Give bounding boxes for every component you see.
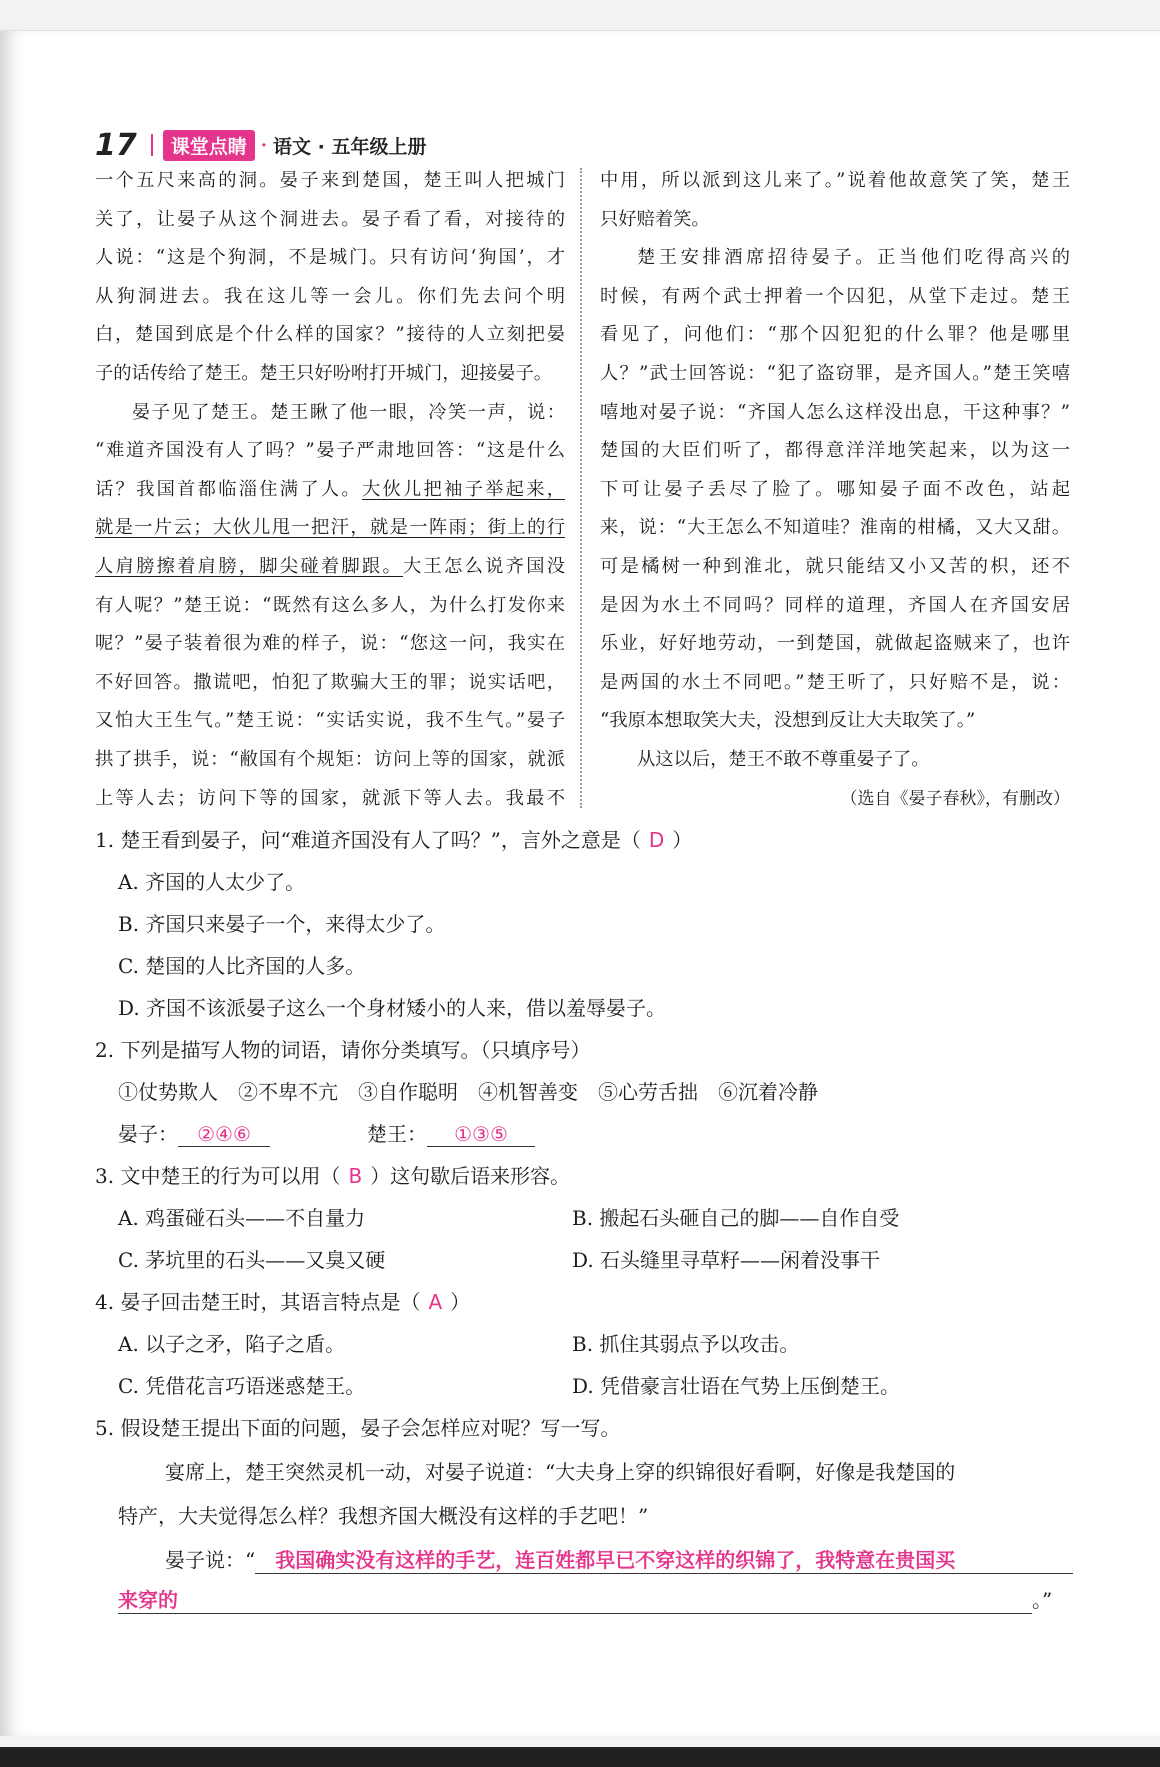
text-line: 看见了，问他们：“那个囚犯犯的什么罪？他是哪里 xyxy=(600,324,1070,346)
question-3-stem xyxy=(95,1160,570,1189)
q1-stem-pre: 1. 楚王看到晏子，问“难道齐国没有人了吗？”，言外之意是（ xyxy=(95,828,641,852)
q3-option-a: A. 鸡蛋碰石头——不自量力 xyxy=(118,1206,366,1230)
text-span: 话？我国首都临淄住满了人。 xyxy=(95,478,362,500)
text-line: 可是橘树一种到淮北，就只能结又小又苦的枳，还不 xyxy=(600,555,1070,577)
section-badge: 课堂点睛 xyxy=(163,130,255,161)
text-line: 从这以后，楚王不敢不尊重晏子了。 xyxy=(637,748,930,770)
q2-chuwang-row xyxy=(367,1118,535,1147)
q5-answer-line-2 xyxy=(118,1584,1052,1614)
text-line: 人？”武士回答说：“犯了盗窃罪，是齐国人。”楚王笑嘻 xyxy=(600,362,1070,384)
q3-option-b: B. 搬起石头砸自己的脚——自作自受 xyxy=(572,1206,900,1230)
header-separator xyxy=(151,134,153,156)
q1-stem-post: ） xyxy=(672,828,693,852)
text-line: 时候，有两个武士押着一个囚犯，从堂下走过。楚王 xyxy=(600,285,1070,307)
text-line: 上等人去；访问下等的国家，就派下等人去。我最不 xyxy=(95,787,565,809)
text-line: 楚王安排酒席招待晏子。正当他们吃得高兴的 xyxy=(637,247,1070,269)
text-line: 一个五尺来高的洞。晏子来到楚国，楚王叫人把城门 xyxy=(95,170,565,191)
text-line: 有人呢？”楚王说：“既然有这么多人，为什么打发你来 xyxy=(95,594,565,616)
text-line: 只好赔着笑。 xyxy=(600,208,710,230)
text-line: 呢？”晏子装着很为难的样子，说：“您这一问，我实在 xyxy=(95,633,565,655)
question-2-stem: 2. 下列是描写人物的词语，请你分类填写。（只填序号） xyxy=(95,1038,591,1062)
passage-right-column xyxy=(600,162,1070,818)
passage-left-column xyxy=(95,162,565,818)
text-line: “难道齐国没有人了吗？”晏子严肃地回答：“这是什么 xyxy=(95,440,565,462)
q3-answer[interactable]: B xyxy=(348,1164,363,1188)
text-line xyxy=(95,471,565,510)
q2-word-list: ①仗势欺人 ②不卑不亢 ③自作聪明 ④机智善变 ⑤心劳舌拙 ⑥沉着冷静 xyxy=(118,1080,818,1104)
page-header xyxy=(95,128,427,162)
q5-answer-prefix: 晏子说：“ xyxy=(165,1548,256,1572)
q3-option-d: D. 石头缝里寻草籽——闲着没事干 xyxy=(572,1248,881,1272)
q4-option-a: A. 以子之矛，陷子之盾。 xyxy=(118,1332,346,1356)
question-5-stem: 5. 假设楚王提出下面的问题，晏子会怎样应对呢？写一写。 xyxy=(95,1416,621,1440)
column-divider xyxy=(580,168,582,808)
q1-option-b: B. 齐国只来晏子一个，来得太少了。 xyxy=(118,912,446,936)
q1-option-d: D. 齐国不该派晏子这么一个身材矮小的人来，借以羞辱晏子。 xyxy=(118,996,667,1020)
question-4-stem xyxy=(95,1286,470,1315)
text-line: 子的话传给了楚王。楚王只好吩咐打开城门，迎接晏子。 xyxy=(95,362,553,384)
q2-yanzi-answer[interactable]: ②④⑥ xyxy=(178,1122,270,1147)
header-dot: · xyxy=(260,134,268,156)
q2-yanzi-label: 晏子： xyxy=(118,1122,178,1146)
q2-yanzi-row xyxy=(118,1118,270,1147)
source-citation: （选自《晏子春秋》，有删改） xyxy=(840,788,1070,809)
q1-answer[interactable]: D xyxy=(648,828,665,852)
q3-stem-post: ）这句歇后语来形容。 xyxy=(370,1164,571,1188)
subject-title: 语文 · 五年级上册 xyxy=(273,135,427,158)
q5-scenario-line-2: 特产，大夫觉得怎么样？我想齐国大概没有这样的手艺吧！” xyxy=(118,1504,649,1528)
text-line: 关了，让晏子从这个洞进去。晏子看了看，对接待的 xyxy=(95,208,565,230)
q5-answer-line-1 xyxy=(165,1544,1073,1574)
text-span: 大王怎么说齐国没 xyxy=(403,555,566,577)
q5-scenario-line-1: 宴席上，楚王突然灵机一动，对晏子说道：“大夫身上穿的织锦很好看啊，好像是我楚国的 xyxy=(165,1460,956,1484)
underlined-phrase: 人肩膀擦着肩膀，脚尖碰着脚跟。 xyxy=(95,555,403,577)
q4-answer[interactable]: A xyxy=(428,1290,443,1314)
text-line xyxy=(95,548,565,587)
q4-stem-post: ） xyxy=(450,1290,471,1314)
page-number: 17 xyxy=(95,127,137,163)
question-1-stem xyxy=(95,824,692,853)
q1-option-a: A. 齐国的人太少了。 xyxy=(118,870,306,894)
bottom-bar xyxy=(0,1747,1160,1767)
text-line: 中用，所以派到这儿来了。”说着他故意笑了笑，楚王 xyxy=(600,170,1070,191)
q2-chuwang-label: 楚王： xyxy=(367,1122,427,1146)
q4-stem-pre: 4. 晏子回击楚王时，其语言特点是（ xyxy=(95,1290,421,1314)
text-line: 拱了拱手，说：“敝国有个规矩：访问上等的国家，就派 xyxy=(95,748,565,770)
text-line xyxy=(95,509,565,548)
text-line: 人说：“这是个狗洞，不是城门。只有访问‘狗国’，才 xyxy=(95,247,565,269)
text-line: 来，说：“大王怎么不知道哇？淮南的柑橘，又大又甜。 xyxy=(600,517,1070,539)
q5-answer-suffix: 。” xyxy=(1032,1588,1053,1612)
underlined-phrase: 大伙儿把袖子举起来， xyxy=(361,478,566,500)
text-line: 从狗洞进去。我在这儿等一会儿。你们先去问个明 xyxy=(95,285,565,307)
text-line: 晏子见了楚王。楚王瞅了他一眼，冷笑一声，说： xyxy=(132,401,565,423)
text-line: 白，楚国到底是个什么样的国家？”接待的人立刻把晏 xyxy=(95,324,565,346)
q3-stem-pre: 3. 文中楚王的行为可以用（ xyxy=(95,1164,341,1188)
text-line: 是两国的水土不同吧。”楚王听了，只好赔不是，说： xyxy=(600,671,1070,693)
text-line: 是因为水土不同吗？同样的道理，齐国人在齐国安居 xyxy=(600,594,1070,616)
underlined-phrase: 就是一片云；大伙儿甩一把汗，就是一阵雨；街上的行 xyxy=(95,517,565,539)
text-line: 楚国的大臣们听了，都得意洋洋地笑起来，以为这一 xyxy=(600,440,1070,462)
q5-answer-text-2[interactable]: 来穿的 xyxy=(118,1584,1032,1614)
q3-option-c: C. 茅坑里的石头——又臭又硬 xyxy=(118,1248,386,1272)
text-line: 下可让晏子丢尽了脸了。哪知晏子面不改色，站起 xyxy=(600,478,1070,500)
text-line: 不好回答。撒谎吧，怕犯了欺骗大王的罪；说实话吧， xyxy=(95,671,565,693)
q2-chuwang-answer[interactable]: ①③⑤ xyxy=(427,1122,535,1147)
text-line: 嘻地对晏子说：“齐国人怎么这样没出息，干这种事？” xyxy=(600,401,1070,423)
text-line: 乐业，好好地劳动，一到楚国，就做起盗贼来了，也许 xyxy=(600,633,1070,655)
q4-option-c: C. 凭借花言巧语迷惑楚王。 xyxy=(118,1374,366,1398)
q1-option-c: C. 楚国的人比齐国的人多。 xyxy=(118,954,366,978)
q4-option-b: B. 抓住其弱点予以攻击。 xyxy=(572,1332,800,1356)
q4-option-d: D. 凭借豪言壮语在气势上压倒楚王。 xyxy=(572,1374,901,1398)
q5-answer-text-1[interactable]: 我国确实没有这样的手艺，连百姓都早已不穿这样的织锦了，我特意在贵国买 xyxy=(255,1544,1073,1574)
text-line: “我原本想取笑大夫，没想到反让大夫取笑了。” xyxy=(600,710,976,732)
text-line: 又怕大王生气。”楚王说：“实话实说，我不生气。”晏子 xyxy=(95,710,565,732)
